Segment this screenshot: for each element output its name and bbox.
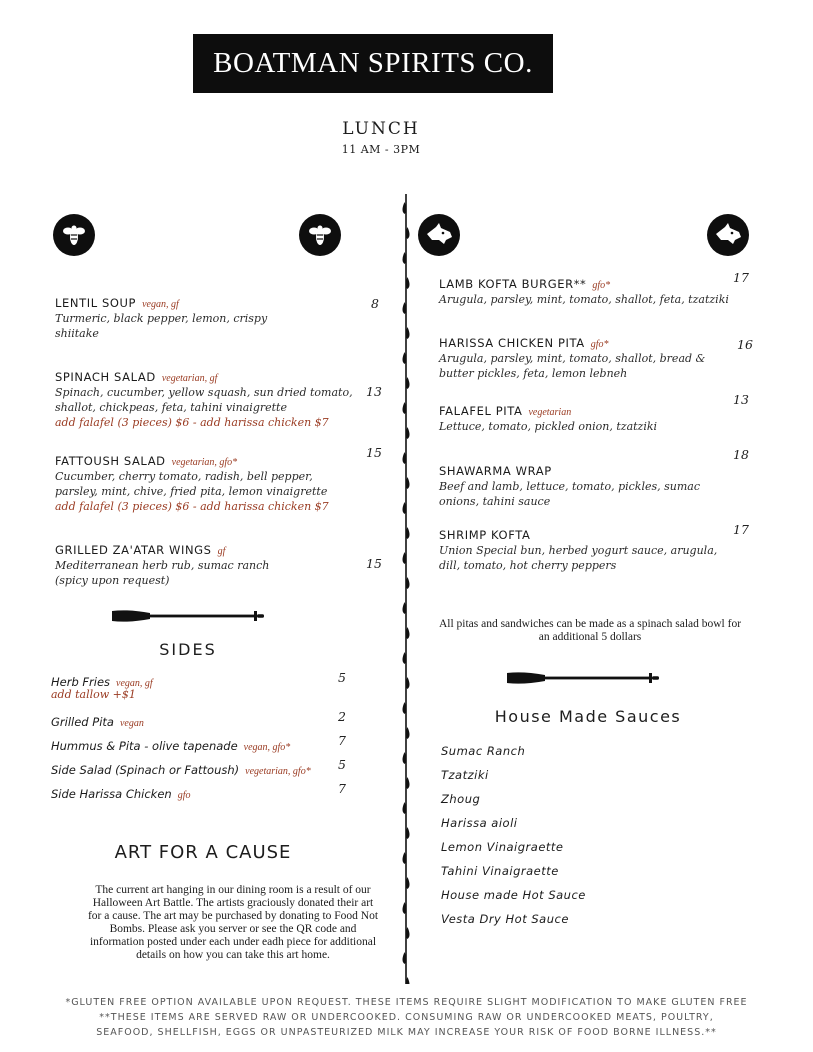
item-tag: vegetarian <box>528 407 572 418</box>
art-title: ART FOR A CAUSE <box>114 842 292 863</box>
item-price: 15 <box>366 556 382 571</box>
side-item <box>51 735 290 754</box>
side-name: Hummus & Pita - olive tapenade <box>51 739 238 753</box>
menu-item-falafel-pita <box>439 400 739 434</box>
item-desc: shiitake <box>55 327 99 340</box>
boar-head-icon <box>418 214 460 256</box>
side-price: 2 <box>338 709 346 724</box>
item-tag: gfo* <box>590 339 609 350</box>
art-line: Halloween Art Battle. The artists graciously donated their art <box>92 897 374 909</box>
sauce-item: Tzatziki <box>441 768 489 782</box>
brand-name: BOATMAN SPIRITS CO. <box>213 47 533 79</box>
item-name: SHAWARMA WRAP <box>439 464 552 478</box>
side-name: Side Harissa Chicken <box>51 787 172 801</box>
boar-head-icon <box>707 214 749 256</box>
item-name: FATTOUSH SALAD <box>55 454 166 468</box>
item-name: HARISSA CHICKEN PITA <box>439 336 585 350</box>
item-price: 16 <box>737 337 753 352</box>
menu-item-shrimp-kofta <box>439 524 739 573</box>
item-desc: Mediterranean herb rub, sumac ranch <box>55 559 270 572</box>
side-tag: vegan, gfo* <box>243 742 291 753</box>
sauce-list <box>441 739 586 931</box>
item-desc: Cucumber, cherry tomato, radish, bell pepper, <box>55 470 313 483</box>
item-price: 8 <box>371 296 379 311</box>
brand-logo <box>193 34 553 93</box>
oar-icon <box>110 608 266 624</box>
side-tag: vegetarian, gfo* <box>245 766 311 777</box>
footer-gluten-note: *GLUTEN FREE OPTION AVAILABLE UPON REQUEST. THESE ITEMS REQUIRE SLIGHT MODIFICATION TO MAKE GLUTEN FREE <box>65 997 748 1008</box>
art-line: The current art hanging in our dining room is a result of our <box>95 884 371 896</box>
item-price: 15 <box>366 445 382 460</box>
sauces-title: House Made Sauces <box>494 707 682 726</box>
item-tag: gfo* <box>592 280 611 291</box>
art-description <box>50 884 416 962</box>
item-desc: onions, tahini sauce <box>439 495 551 508</box>
pita-note <box>425 618 755 644</box>
sauce-item: Zhoug <box>441 792 481 806</box>
item-desc: Union Special bun, herbed yogurt sauce, arugula, <box>439 544 718 557</box>
bee-icon <box>53 214 95 256</box>
item-name: FALAFEL PITA <box>439 404 523 418</box>
teardrop-chain-divider <box>396 194 416 984</box>
item-desc: Arugula, parsley, mint, tomato, shallot, bread & <box>439 352 706 365</box>
item-name: GRILLED ZA'ATAR WINGS <box>55 543 212 557</box>
menu-item-spinach-salad <box>55 366 375 430</box>
item-addon: add falafel (3 pieces) $6 - add harissa chicken $7 <box>55 416 329 429</box>
footer-raw-warning-cont: SEAFOOD, SHELLFISH, EGGS OR UNPASTEURIZED MILK MAY INCREASE YOUR RISK OF FOOD BORNE ILLNESS.** <box>96 1027 717 1038</box>
menu-item-zaatar-wings <box>55 539 375 588</box>
menu-item-harissa-chicken-pita <box>439 332 739 381</box>
art-line: Bombs. Please ask you server or see the QR code and <box>109 923 357 935</box>
side-item <box>51 783 190 802</box>
item-desc: butter pickles, feta, lemon lebneh <box>439 367 628 380</box>
sauce-item: Tahini Vinaigraette <box>441 864 559 878</box>
item-desc: shallot, chickpeas, feta, tahini vinaigrette <box>55 401 287 414</box>
pita-note-line: an additional 5 dollars <box>538 631 642 643</box>
side-tag: vegan, gf <box>116 678 153 689</box>
item-price: 17 <box>733 270 749 285</box>
item-price: 13 <box>733 392 749 407</box>
art-line: for a cause. The art may be purchased by donating to Food Not <box>87 910 379 922</box>
item-desc: Turmeric, black pepper, lemon, crispy <box>55 312 268 325</box>
item-desc: Lettuce, tomato, pickled onion, tzatziki <box>439 420 658 433</box>
item-desc: Spinach, cucumber, yellow squash, sun dried tomato, <box>55 386 353 399</box>
sauce-item: Harissa aioli <box>441 816 518 830</box>
side-tag: vegan <box>119 718 144 729</box>
sauce-item: Sumac Ranch <box>441 744 526 758</box>
item-name: SHRIMP KOFTA <box>439 528 531 542</box>
side-name: Side Salad (Spinach or Fattoush) <box>51 763 240 777</box>
menu-item-fattoush-salad <box>55 450 375 514</box>
side-name: Herb Fries <box>51 675 111 689</box>
sides-title: SIDES <box>159 640 217 659</box>
item-tag: vegetarian, gfo* <box>171 457 238 468</box>
side-price: 5 <box>338 670 346 685</box>
lunch-title: LUNCH <box>342 119 420 139</box>
item-name: SPINACH SALAD <box>55 370 156 384</box>
item-price: 13 <box>366 384 382 399</box>
item-tag: vegetarian, gf <box>161 373 218 384</box>
menu-item-lamb-kofta-burger <box>439 273 739 307</box>
side-price: 5 <box>338 757 346 772</box>
footer-raw-warning: **THESE ITEMS ARE SERVED RAW OR UNDERCOOKED. CONSUMING RAW OR UNDERCOOKED MEATS, POULTRY, <box>99 1012 714 1023</box>
pita-note-line: All pitas and sandwiches can be made as a spinach salad bowl for <box>438 618 742 630</box>
side-price: 7 <box>338 781 346 796</box>
side-name: Grilled Pita <box>51 715 114 729</box>
item-tag: gf <box>217 546 226 557</box>
item-desc: parsley, mint, chive, fried pita, lemon vinaigrette <box>55 485 328 498</box>
side-addon: add tallow +$1 <box>51 688 136 701</box>
side-item <box>51 711 144 730</box>
item-price: 18 <box>733 447 749 462</box>
item-desc: dill, tomato, hot cherry peppers <box>439 559 617 572</box>
art-line: information posted under each under eadh piece for additional <box>89 936 377 948</box>
sauce-item: House made Hot Sauce <box>441 888 586 902</box>
item-tag: vegan, gf <box>142 299 179 310</box>
side-item <box>51 759 311 778</box>
item-desc: Beef and lamb, lettuce, tomato, pickles, sumac <box>439 480 701 493</box>
oar-icon <box>505 670 661 686</box>
menu-item-shawarma-wrap <box>439 460 739 509</box>
item-addon: add falafel (3 pieces) $6 - add harissa chicken $7 <box>55 500 329 513</box>
item-name: LENTIL SOUP <box>55 296 137 310</box>
lunch-hours: 11 AM - 3PM <box>341 143 421 156</box>
item-desc: Arugula, parsley, mint, tomato, shallot, feta, tzatziki <box>439 293 729 306</box>
sauce-item: Vesta Dry Hot Sauce <box>441 912 569 926</box>
item-name: LAMB KOFTA BURGER** <box>439 277 587 291</box>
sauce-item: Lemon Vinaigraette <box>441 840 564 854</box>
art-line: details on how you can take this art home. <box>136 949 330 961</box>
side-tag: gfo <box>177 790 191 801</box>
menu-item-lentil-soup <box>55 292 375 341</box>
item-desc: (spicy upon request) <box>55 574 170 587</box>
bee-icon <box>299 214 341 256</box>
side-price: 7 <box>338 733 346 748</box>
item-price: 17 <box>733 522 749 537</box>
